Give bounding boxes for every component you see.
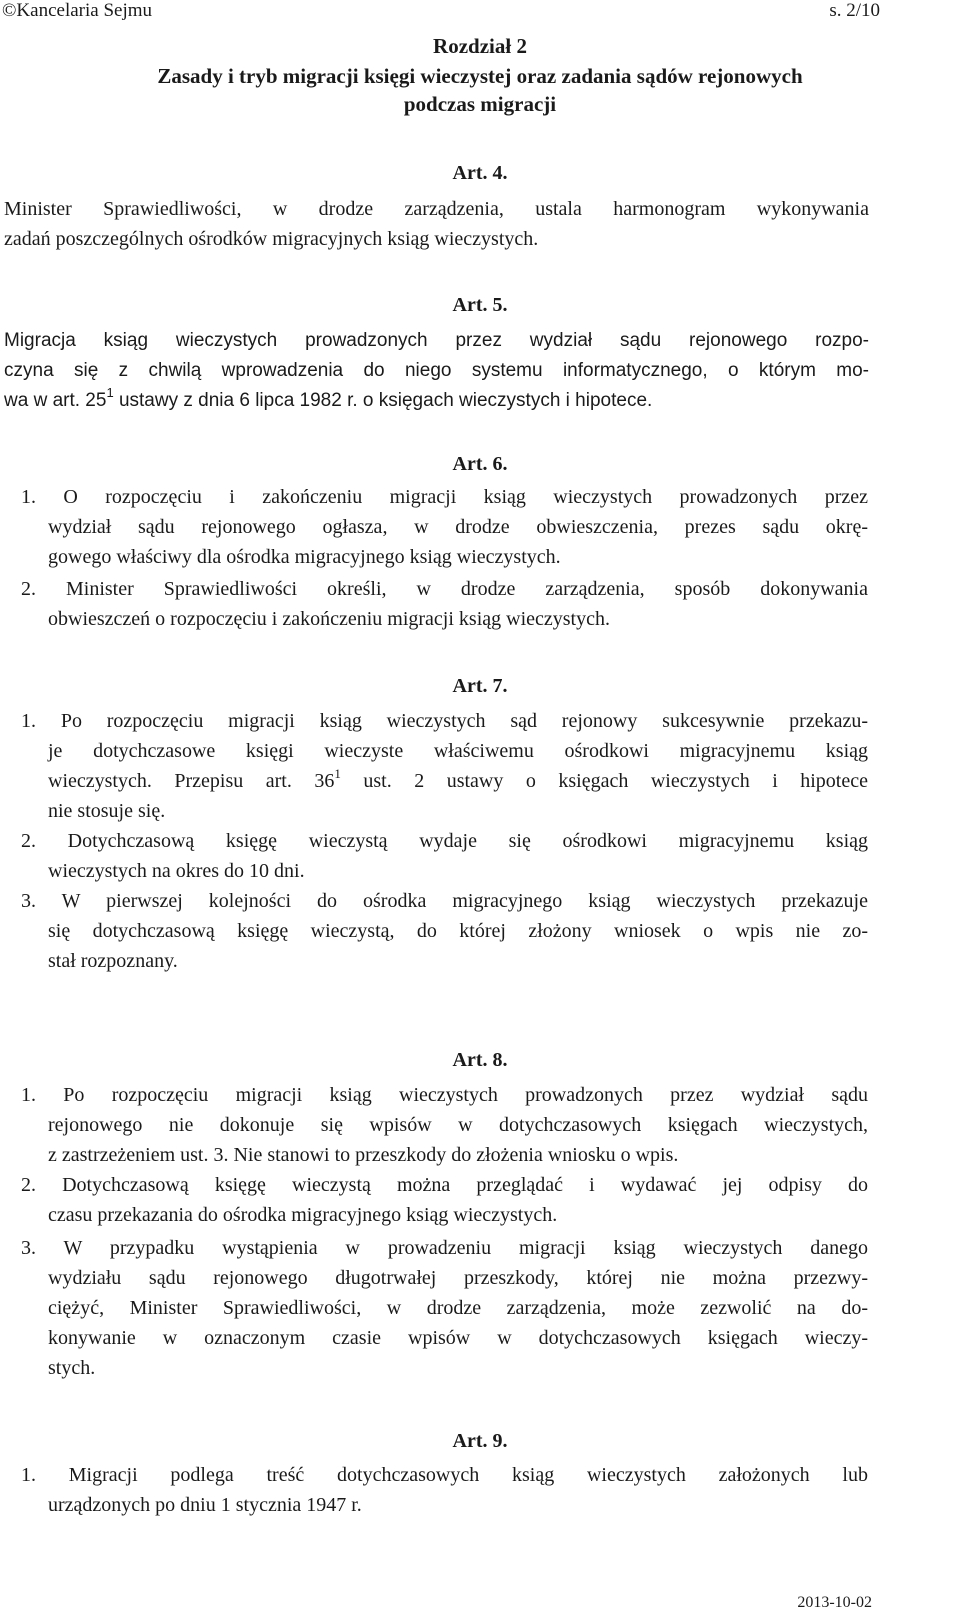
article-8-paragraph-2: [21, 1170, 868, 1230]
text-line: czasu przekazania do ośrodka migracyjnego ksiąg wieczystych.: [48, 1204, 558, 1226]
text-line: urządzonych po dniu 1 stycznia 1947 r.: [48, 1494, 362, 1516]
text-line: stych.: [48, 1357, 96, 1379]
chapter-subtitle-line-2: podczas migracji: [403, 92, 557, 116]
article-7-heading: Art. 7.: [452, 675, 508, 697]
text-line: Minister Sprawiedliwości, w drodze zarządzenia, ustala harmonogram wykonywania: [4, 198, 869, 220]
article-4-text: [4, 194, 869, 254]
superscript: 1: [334, 766, 341, 781]
text-line: 2. Minister Sprawiedliwości określi, w drodze zarządzenia, sposób dokonywania: [21, 578, 868, 600]
superscript: 1: [106, 385, 114, 400]
text-line: je dotychczasowe księgi wieczyste właściwemu ośrodkowi migracyjnemu ksiąg: [48, 740, 868, 762]
text-line: wieczystych. Przepisu art. $36^1$ ust. 2 ustawy o księgach wieczystych i hipotece: [48, 766, 868, 792]
article-9-heading: Art. 9.: [452, 1430, 508, 1452]
text-line: obwieszczeń o rozpoczęciu i zakończeniu migracji ksiąg wieczystych.: [48, 608, 610, 630]
text-line: 2. Dotychczasową księgę wieczystą można przeglądać i wydawać jej odpisy do: [21, 1174, 868, 1196]
article-4-heading: Art. 4.: [452, 162, 508, 184]
text-line: wieczystych na okres do 10 dni.: [48, 860, 305, 882]
text-line: 3. W przypadku wystąpienia w prowadzeniu migracji ksiąg wieczystych danego: [21, 1237, 868, 1259]
text-line: 1. O rozpoczęciu i zakończeniu migracji ksiąg wieczystych prowadzonych przez: [21, 486, 868, 508]
article-6-heading: Art. 6.: [452, 453, 508, 475]
article-6-paragraph-2: [21, 574, 868, 634]
text-line: konywanie w oznaczonym czasie wpisów w dotychczasowych księgach wieczy-: [48, 1327, 868, 1349]
text-line: czyna się z chwilą wprowadzenia do niego systemu informatycznego, o którym mo-: [4, 360, 869, 381]
article-9-paragraph-1: [21, 1460, 868, 1520]
article-5-text: [4, 326, 869, 416]
publisher-header: ©Kancelaria Sejmu: [2, 0, 153, 21]
page-number: s. 2/10: [829, 0, 880, 21]
text-line: nie stosuje się.: [48, 800, 166, 822]
text-line: ciężyć, Minister Sprawiedliwości, w drodze zarządzenia, może zezwolić na do-: [48, 1297, 868, 1319]
text-line: 1. Migracji podlega treść dotychczasowych ksiąg wieczystych założonych lub: [21, 1464, 868, 1486]
article-8-paragraph-3: [21, 1233, 868, 1383]
text-line: zadań poszczególnych ośrodków migracyjnych ksiąg wieczystych.: [4, 228, 539, 250]
text-line: z zastrzeżeniem ust. 3. Nie stanowi to przeszkody do złożenia wniosku o wpis.: [48, 1144, 679, 1166]
text-line: się dotychczasową księgę wieczystą, do której złożony wniosek o wpis nie zo-: [48, 920, 868, 942]
chapter-subtitle-line-1: Zasady i tryb migracji księgi wieczystej oraz zadania sądów rejonowych: [157, 64, 803, 88]
text-line: Migracja ksiąg wieczystych prowadzonych przez wydział sądu rejonowego rozpo-: [4, 330, 869, 351]
article-6-paragraph-1: [21, 482, 868, 572]
text-line: 1. Po rozpoczęciu migracji ksiąg wieczystych sąd rejonowy sukcesywnie przekazu-: [21, 710, 868, 732]
text-line: 1. Po rozpoczęciu migracji ksiąg wieczystych prowadzonych przez wydział sądu: [21, 1084, 868, 1106]
text-line: wydziału sądu rejonowego długotrwałej przeszkody, której nie można przezwy-: [48, 1267, 868, 1289]
text-line: wydział sądu rejonowego ogłasza, w drodze obwieszczenia, prezes sądu okrę-: [48, 516, 868, 538]
article-7-paragraph-2: [21, 826, 868, 886]
text-line: rejonowego nie dokonuje się wpisów w dotychczasowych księgach wieczystych,: [48, 1114, 868, 1136]
text-line: 2. Dotychczasową księgę wieczystą wydaje się ośrodkowi migracyjnemu ksiąg: [21, 830, 868, 852]
text-line: gowego właściwy dla ośrodka migracyjnego ksiąg wieczystych.: [48, 546, 561, 568]
text-line: wa w art. $25^1$ ustawy z dnia 6 lipca 1982 r. o księgach wieczystych i hipotece.: [4, 385, 653, 411]
text-line: 3. W pierwszej kolejności do ośrodka migracyjnego ksiąg wieczystych przekazuje: [21, 890, 868, 912]
chapter-title: Rozdział 2: [433, 34, 527, 58]
article-7-paragraph-3: [21, 886, 868, 976]
article-8-paragraph-1: [21, 1080, 868, 1170]
article-5-heading: Art. 5.: [452, 294, 508, 316]
article-8-heading: Art. 8.: [452, 1049, 508, 1071]
text-line: stał rozpoznany.: [48, 950, 178, 972]
article-7-paragraph-1: [21, 706, 868, 826]
document-date: 2013-10-02: [797, 1594, 872, 1611]
